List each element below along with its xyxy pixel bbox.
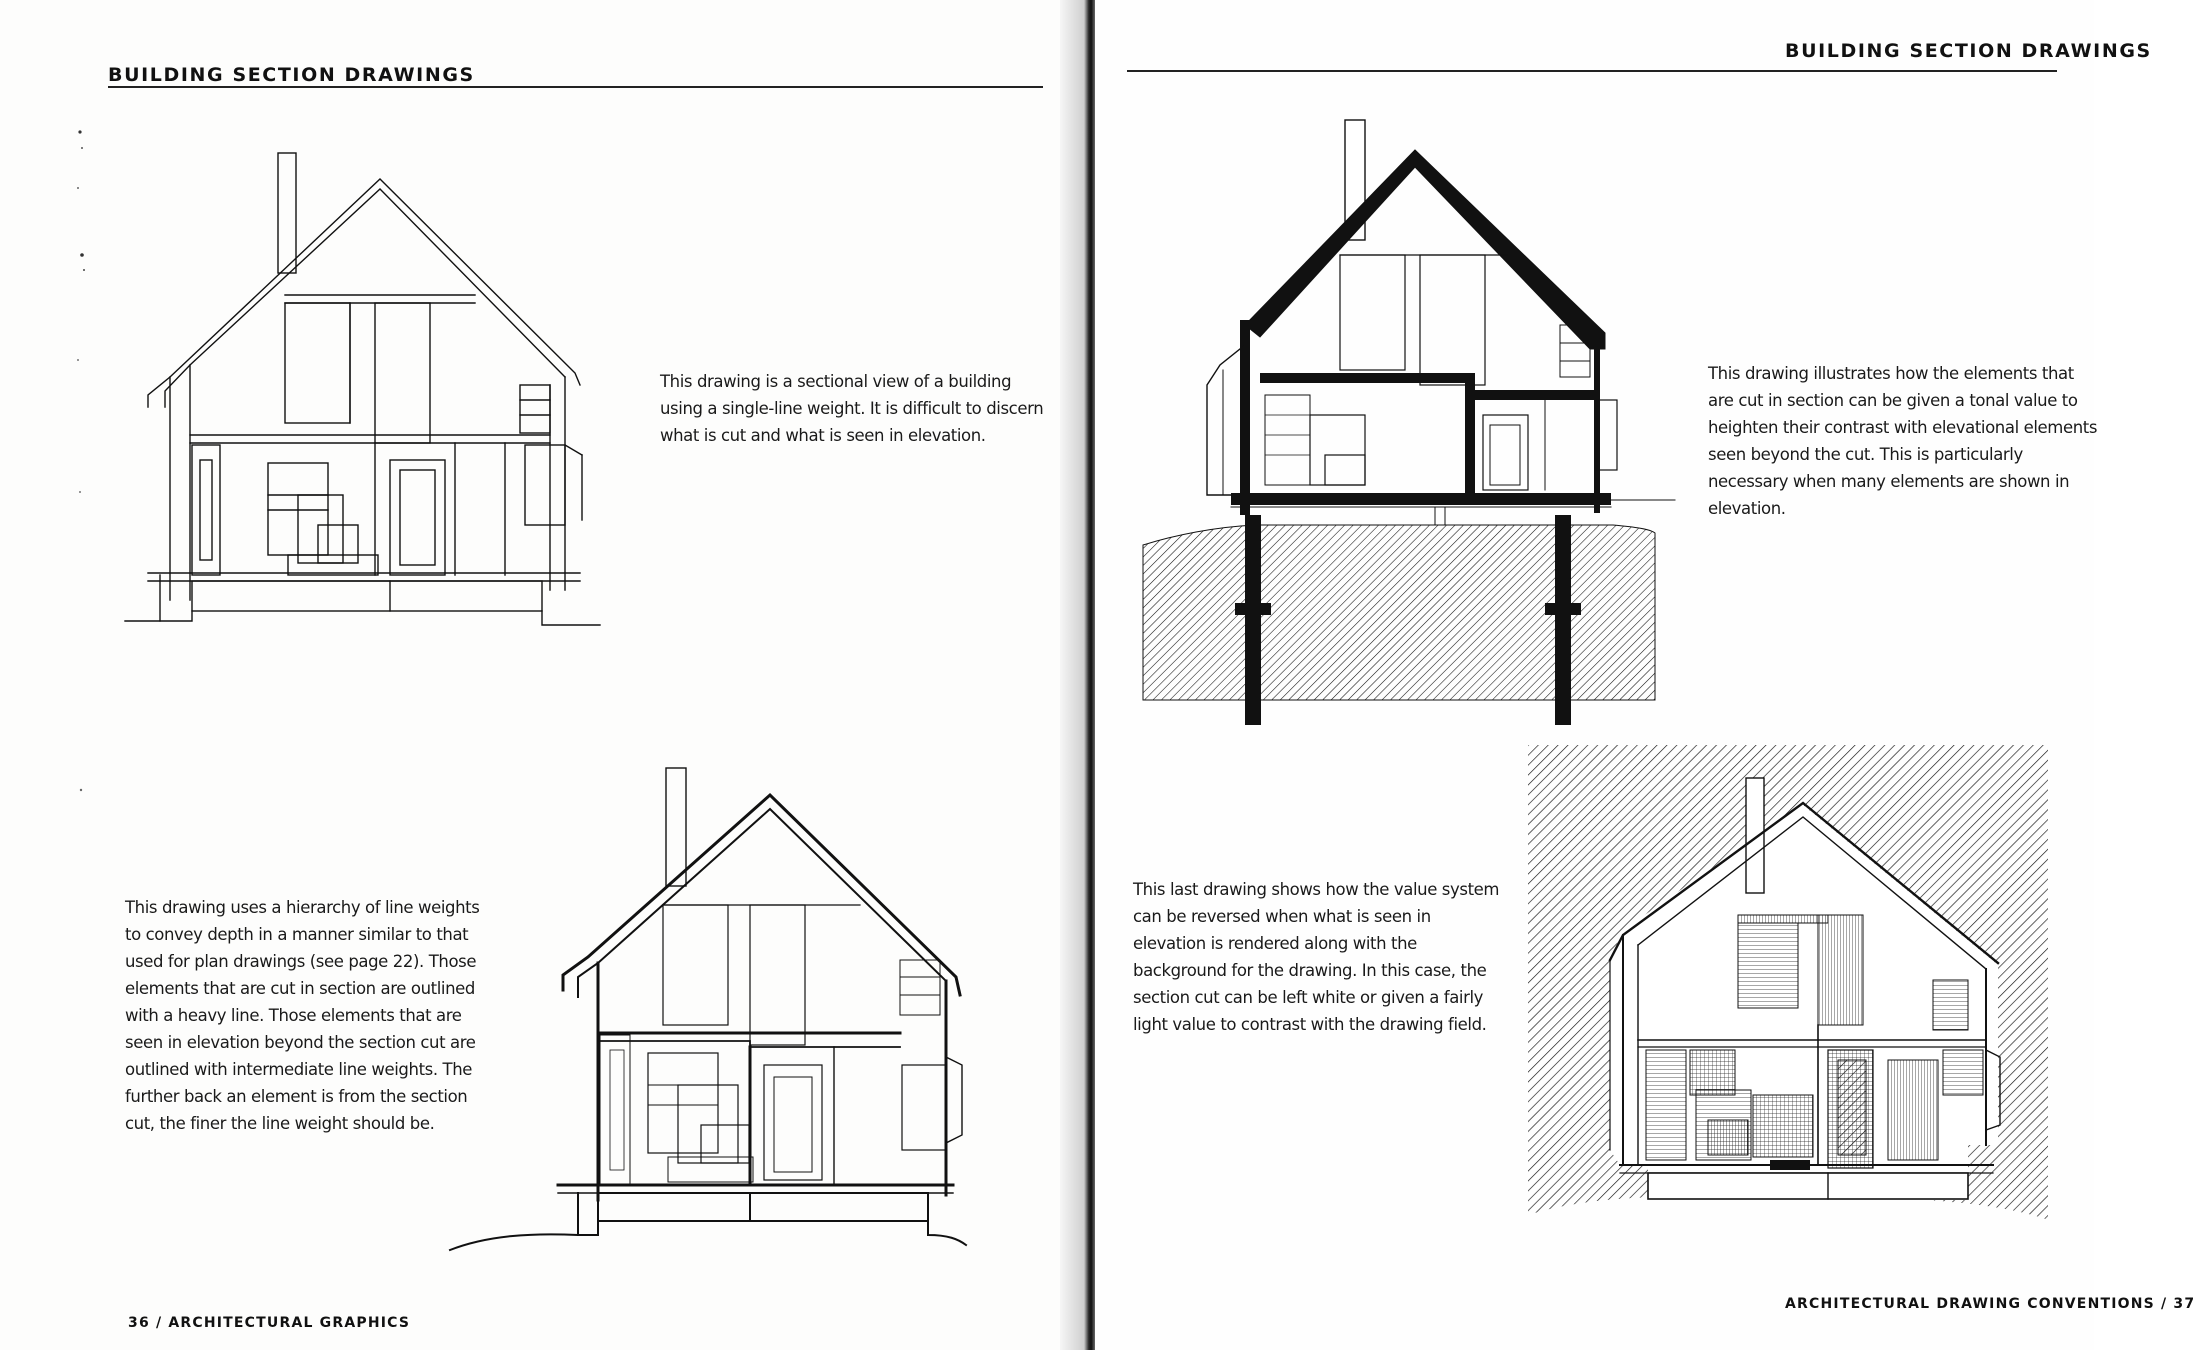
section-drawing-line-hierarchy (448, 765, 968, 1270)
scan-specks (72, 120, 92, 820)
folio-left: 36 / ARCHITECTURAL GRAPHICS (128, 1315, 411, 1331)
section-drawing-reversed-value (1528, 745, 2058, 1225)
running-head-left: BUILDING SECTION DRAWINGS (108, 64, 475, 86)
header-rule-right (1127, 70, 2057, 72)
right-page (1095, 0, 2195, 1350)
folio-right: ARCHITECTURAL DRAWING CONVENTIONS / 37 (1785, 1296, 2195, 1312)
section-drawing-single-weight (120, 145, 620, 645)
caption-line-hierarchy: This drawing uses a hierarchy of line weights to convey depth in a manner similar to that used for plan drawings (see page 22). Those elements that are cut in section are outlined with a heavy line. Those elements that are seen in elevation beyond the section cut are outlined with intermediate line weights. The further back an element is from the section cut, the finer the line weight should be. (125, 898, 480, 1133)
caption-tonal-cut: This drawing illustrates how the elements that are cut in section can be given a tonal value to heighten their contrast with elevational elements seen beyond the cut. This is particularly necessary when many elements are shown in elevation. (1708, 364, 2098, 518)
header-rule-left (108, 86, 1043, 88)
caption-single-weight: This drawing is a sectional view of a building using a single-line weight. It is difficult to discern what is cut and what is seen in elevation. (660, 372, 1044, 445)
left-page (0, 0, 1085, 1350)
caption-reversed-value: This last drawing shows how the value system can be reversed when what is seen in elevation is rendered along with the background for the drawing. In this case, the section cut can be left white or given a fairly light value to contrast with the drawing field. (1133, 880, 1500, 1034)
running-head-right: BUILDING SECTION DRAWINGS (1785, 40, 2152, 62)
section-drawing-tonal-cut (1135, 115, 1695, 715)
